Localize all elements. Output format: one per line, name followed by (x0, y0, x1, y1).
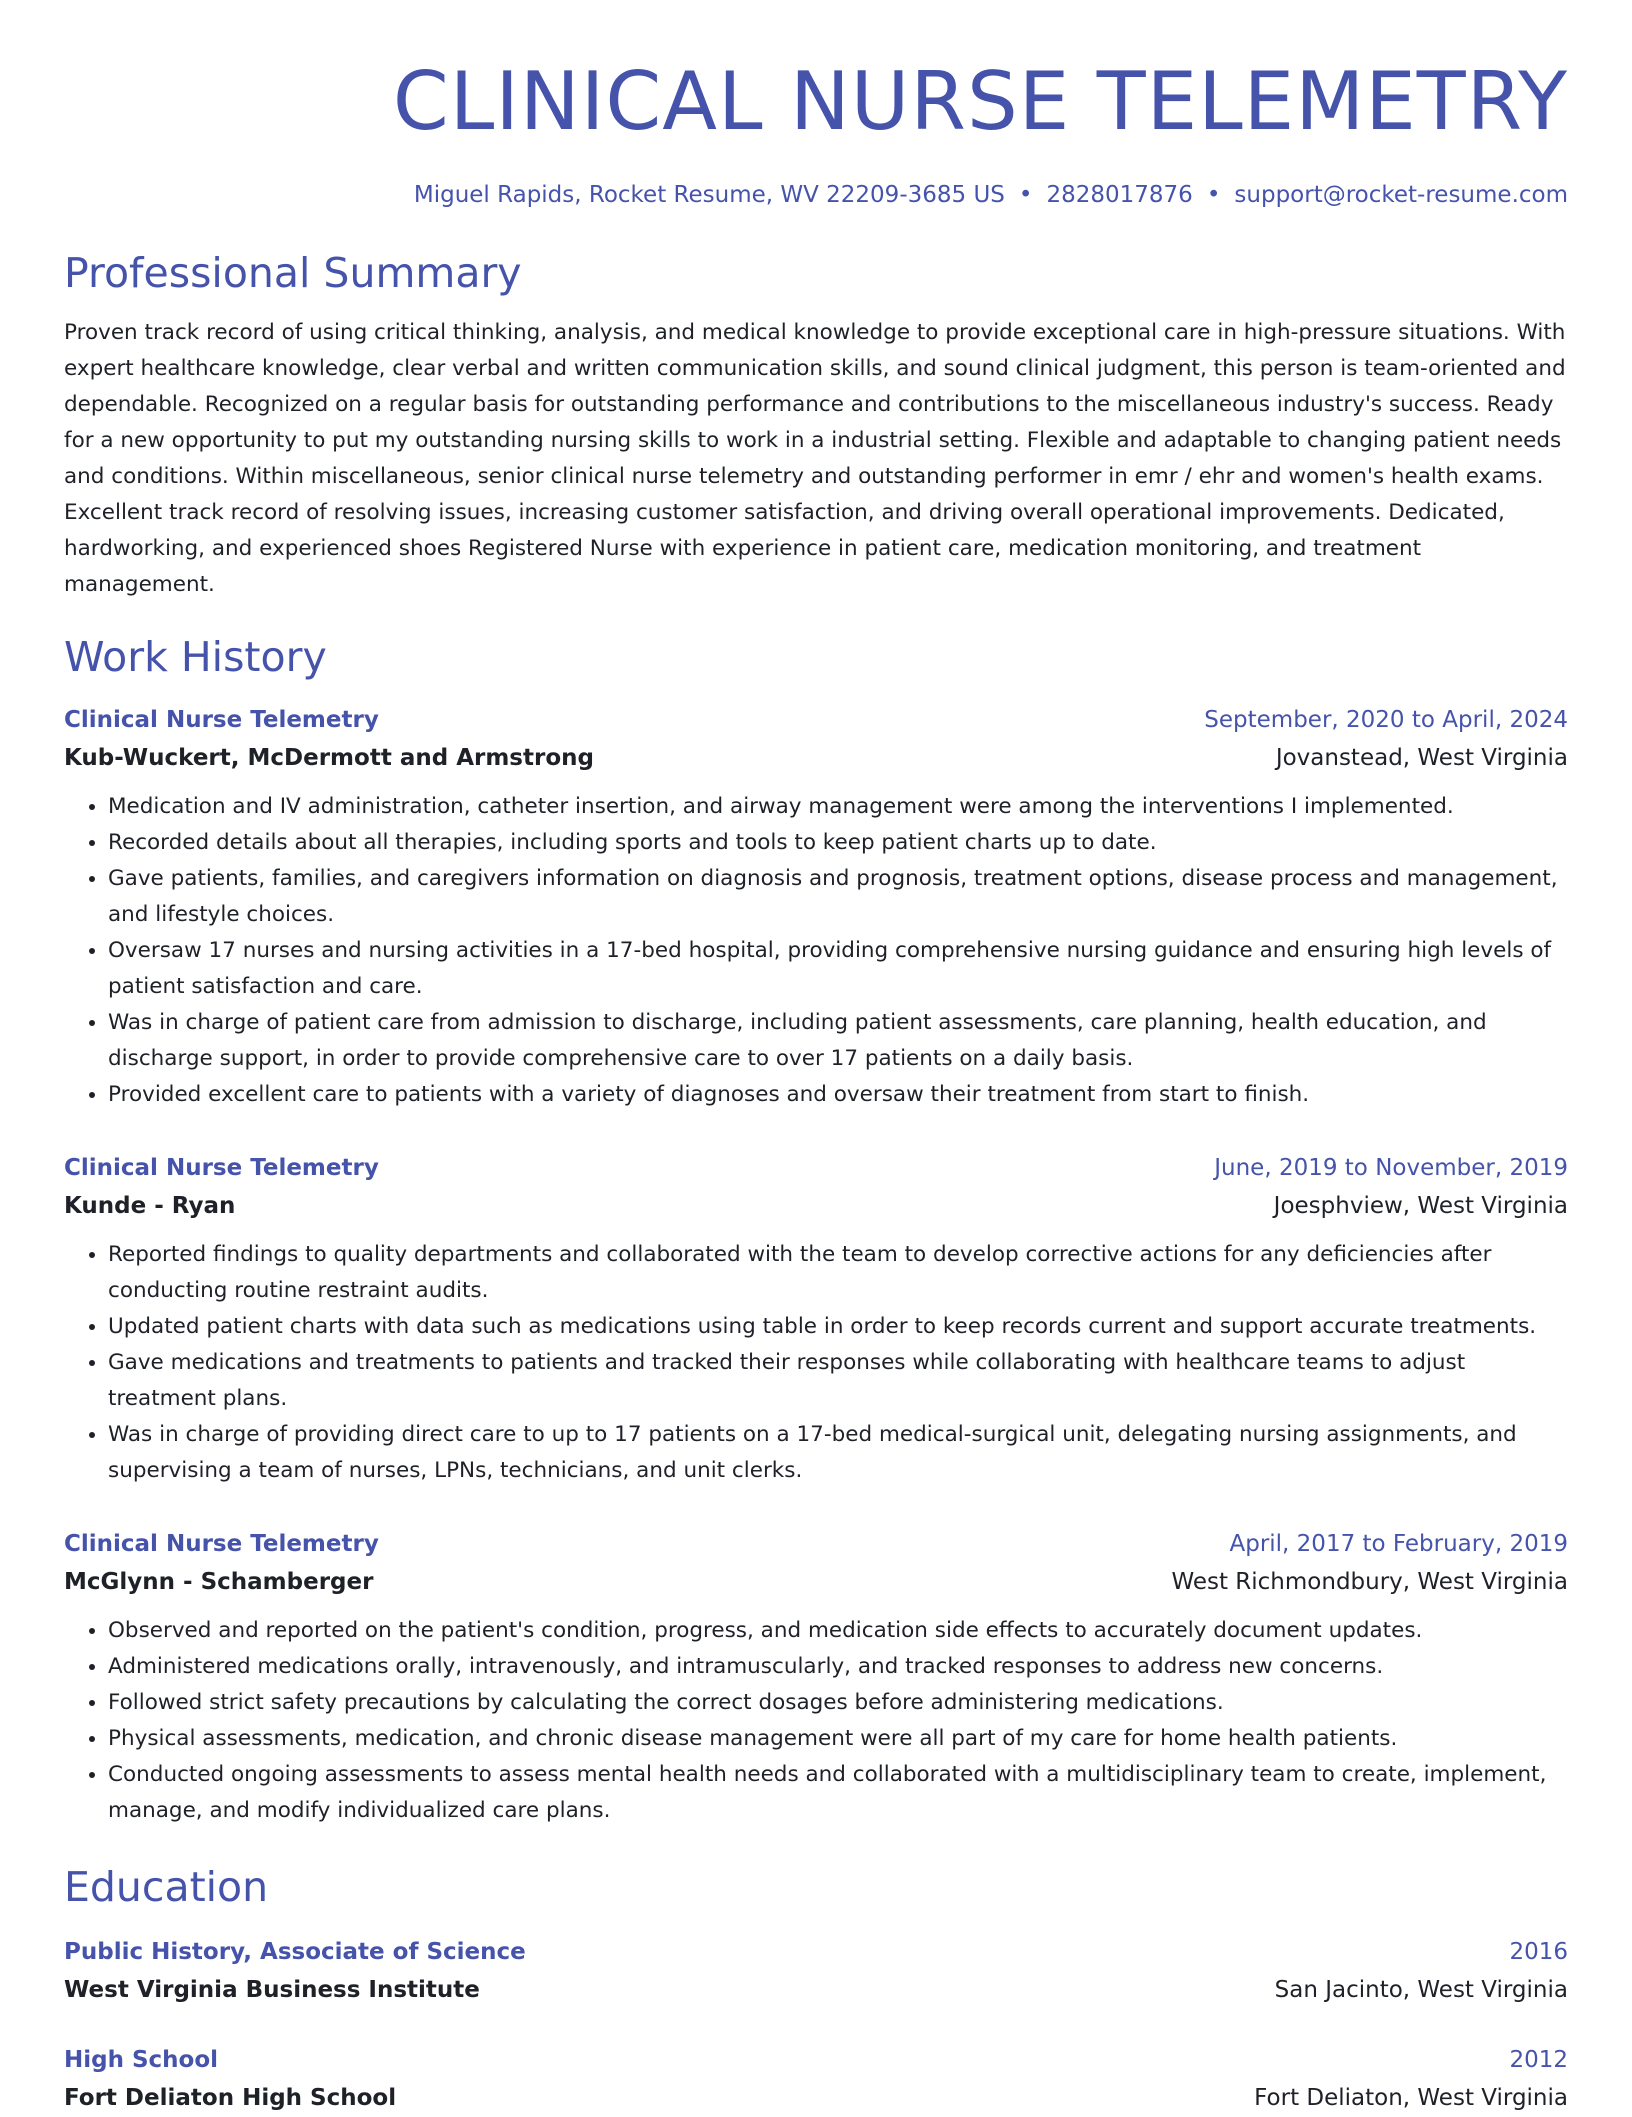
job-bullet: • Followed strict safety precautions by calculating the correct dosages before administering medications. (108, 1685, 1568, 1721)
job-company: Kunde - Ryan (64, 1193, 236, 1219)
education-header-row (64, 2041, 1568, 2079)
job-bullet: • Medication and IV administration, catheter insertion, and airway management were among the interventions I implemented. (108, 789, 1568, 825)
job-bullet-list (64, 1237, 1568, 1489)
job-dates: September, 2020 to April, 2024 (1204, 707, 1568, 733)
education-location: Fort Deliaton, West Virginia (1254, 2085, 1568, 2111)
job-entry (64, 1525, 1568, 1829)
job-company-row (64, 1563, 1568, 1601)
job-header-row (64, 1525, 1568, 1563)
job-entry (64, 1149, 1568, 1489)
job-location: Jovanstead, West Virginia (1275, 745, 1568, 771)
job-dates: April, 2017 to February, 2019 (1229, 1531, 1568, 1557)
education-degree: Public History, Associate of Science (64, 1939, 526, 1965)
job-company: Kub-Wuckert, McDermott and Armstrong (64, 745, 594, 771)
education-entry (64, 2041, 1568, 2117)
job-bullet: • Administered medications orally, intravenously, and intramuscularly, and tracked responses to address new concerns. (108, 1649, 1568, 1685)
job-header-row (64, 1149, 1568, 1187)
job-bullet: • Oversaw 17 nurses and nursing activities in a 17-bed hospital, providing comprehensive nursing guidance and ensuring high levels of patient satisfaction and care. (108, 933, 1568, 1005)
job-location: West Richmondbury, West Virginia (1171, 1569, 1568, 1595)
job-bullet: • Gave patients, families, and caregivers information on diagnosis and prognosis, treatment options, disease process and management, and lifestyle choices. (108, 861, 1568, 933)
contact-phone[interactable]: 2828017876 (1046, 182, 1193, 208)
job-bullet: • Was in charge of patient care from admission to discharge, including patient assessments, care planning, health education, and discharge support, in order to provide comprehensive care to over 17 patients on a daily basis. (108, 1005, 1568, 1077)
job-bullet: • Gave medications and treatments to patients and tracked their responses while collaborating with healthcare teams to adjust treatment plans. (108, 1345, 1568, 1417)
education-header-row (64, 1933, 1568, 1971)
job-bullet-list (64, 1613, 1568, 1829)
education-entry (64, 1933, 1568, 2009)
education-school-row (64, 2079, 1568, 2117)
education-section (64, 1861, 1568, 2117)
summary-text: Proven track record of using critical thinking, analysis, and medical knowledge to provide exceptional care in high-pressure situations. With expert healthcare knowledge, clear verbal and written communication skills, and sound clinical judgment, this person is team-oriented and dependable. Recognized on a regular basis for outstanding performance and contributions to the miscellaneous industry's success. Ready for a new opportunity to put my outstanding nursing skills to work in a industrial setting. Flexible and adaptable to changing patient needs and conditions. Within miscellaneous, senior clinical nurse telemetry and outstanding performer in emr / ehr and women's health exams. Excellent track record of resolving issues, increasing customer satisfaction, and driving overall operational improvements. Dedicated, hardworking, and experienced shoes Registered Nurse with experience in patient care, medication monitoring, and treatment management. (64, 320, 1566, 597)
summary-section (64, 247, 1568, 603)
job-bullet: • Recorded details about all therapies, including sports and tools to keep patient charts up to date. (108, 825, 1568, 861)
summary-heading: Professional Summary (64, 249, 522, 297)
education-location: San Jacinto, West Virginia (1274, 1977, 1568, 2003)
education-heading: Education (64, 1863, 269, 1911)
education-year: 2012 (1509, 2047, 1568, 2073)
contact-separator: • (1206, 182, 1221, 208)
job-bullet: • Provided excellent care to patients with a variety of diagnoses and oversaw their treatment from start to finish. (108, 1077, 1568, 1113)
contact-line (64, 180, 1568, 210)
job-location: Joesphview, West Virginia (1273, 1193, 1568, 1219)
work-history-heading: Work History (64, 633, 327, 681)
job-company-row (64, 1187, 1568, 1225)
job-role: Clinical Nurse Telemetry (64, 707, 379, 733)
job-bullet: • Physical assessments, medication, and chronic disease management were all part of my care for home health patients. (108, 1721, 1568, 1757)
job-company: McGlynn - Schamberger (64, 1569, 374, 1595)
job-bullet: • Conducted ongoing assessments to assess mental health needs and collaborated with a multidisciplinary team to create, implement, manage, and modify individualized care plans. (108, 1757, 1568, 1829)
resume-header (64, 0, 1568, 210)
job-header-row (64, 701, 1568, 739)
education-degree: High School (64, 2047, 219, 2073)
education-school: Fort Deliaton High School (64, 2085, 397, 2111)
job-bullet-list (64, 789, 1568, 1113)
contact-separator: • (1018, 182, 1033, 208)
education-school: West Virginia Business Institute (64, 1977, 480, 2003)
work-history-section (64, 631, 1568, 1829)
job-bullet: • Was in charge of providing direct care to up to 17 patients on a 17-bed medical-surgical unit, delegating nursing assignments, and supervising a team of nurses, LPNs, technicians, and unit clerks. (108, 1417, 1568, 1489)
contact-email[interactable]: support@rocket-resume.com (1234, 182, 1568, 208)
job-bullet: • Observed and reported on the patient's condition, progress, and medication side effects to accurately document updates. (108, 1613, 1568, 1649)
education-year: 2016 (1509, 1939, 1568, 1965)
job-entry (64, 701, 1568, 1113)
job-bullet: • Updated patient charts with data such as medications using table in order to keep records current and support accurate treatments. (108, 1309, 1568, 1345)
contact-address: Miguel Rapids, Rocket Resume, WV 22209-3685 US (413, 182, 1005, 208)
job-company-row (64, 739, 1568, 777)
job-role: Clinical Nurse Telemetry (64, 1155, 379, 1181)
resume-name: CLINICAL NURSE TELEMETRY (392, 55, 1568, 148)
job-dates: June, 2019 to November, 2019 (1214, 1155, 1568, 1181)
job-role: Clinical Nurse Telemetry (64, 1531, 379, 1557)
education-school-row (64, 1971, 1568, 2009)
job-bullet: • Reported findings to quality departments and collaborated with the team to develop corrective actions for any deficiencies after conducting routine restraint audits. (108, 1237, 1568, 1309)
